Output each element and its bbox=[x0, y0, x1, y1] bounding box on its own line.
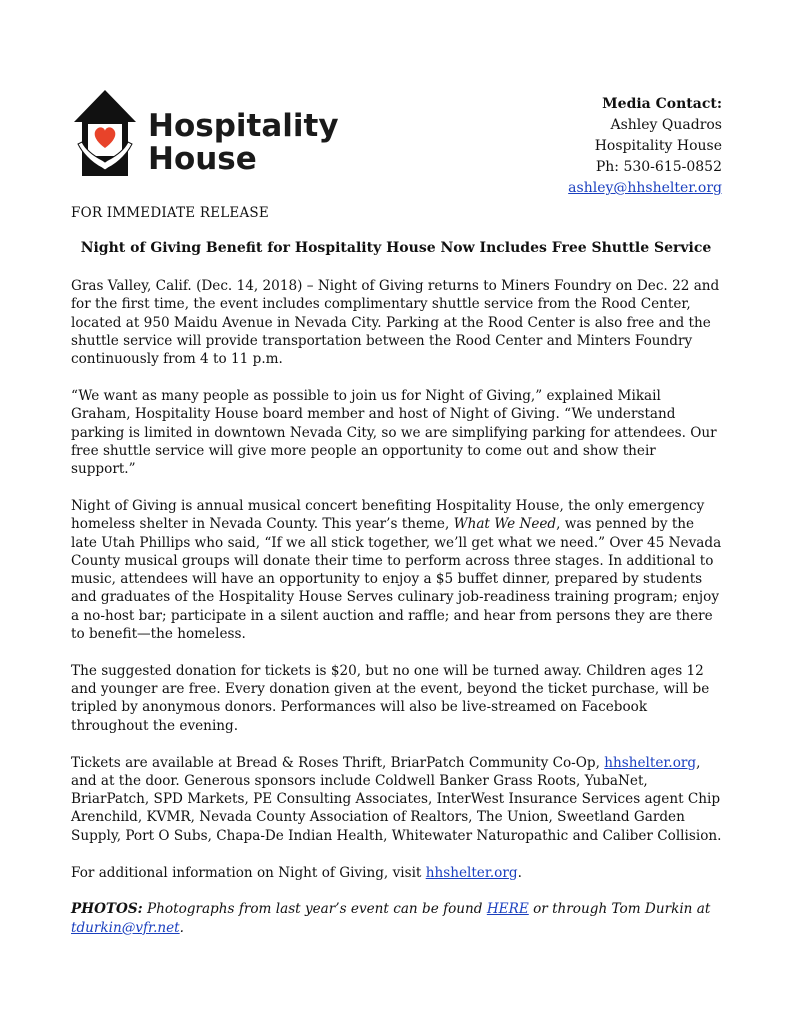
photos-email-link[interactable]: tdurkin@vfr.net bbox=[71, 919, 180, 936]
hhshelter-link[interactable]: hhshelter.org bbox=[604, 754, 697, 771]
photos-paragraph: PHOTOS: Photographs from last year’s event can be found HERE or through Tom Durkin at tdurkin@vfr.net. bbox=[71, 901, 711, 936]
logo-line2: House bbox=[148, 141, 257, 177]
paragraph-2: “We want as many people as possible to join us for Night of Giving,” explained Mikail Graham, Hospitality House board member and host of Night of Giving. “We understand parking is limited in downtown Nevada City, so we are simplifying parking for attendees. Our free shuttle service will give more people an opportunity to come out and show their support.” bbox=[71, 387, 717, 478]
paragraph-4: The suggested donation for tickets is $20, but no one will be turned away. Children ages 12 and younger are free. Every donation given at the event, beyond the ticket purchase, will be tripled by anonymous donors. Performances will also be live-streamed on Facebook throughout the evening. bbox=[71, 662, 710, 734]
paragraph-5: Tickets are available at Bread & Roses Thrift, BriarPatch Community Co-Op, hhshelter.org, and at the door. Generous sponsors include Coldwell Banker Grass Roots, YubaNet, BriarPatch, SPD Markets, PE Consulting Associates, InterWest Insurance Services agent Chip Arenchild, KVMR, Nevada County Association of Realtors, The Union, Sweetland Garden Supply, Port O Subs, Chapa-De Indian Health, Whitewater Naturopathic and Caliber Collision. bbox=[71, 754, 722, 844]
paragraph-1: Gras Valley, Calif. (Dec. 14, 2018) – Night of Giving returns to Miners Foundry on Dec. 22 and for the first time, the event includes complimentary shuttle service from the Rood Center, located at 950 Maidu Avenue in Nevada City. Parking at the Rood Center is also free and the shuttle service will provide transportation between the Rood Center and Minters Foundry continuously from 4 to 11 p.m. bbox=[71, 278, 720, 368]
logo-wordmark bbox=[148, 110, 339, 176]
contact-label: Media Contact: bbox=[602, 96, 722, 112]
release-line: FOR IMMEDIATE RELEASE bbox=[71, 205, 269, 221]
media-contact bbox=[568, 94, 722, 199]
contact-org: Hospitality House bbox=[594, 138, 722, 154]
paragraph-3: Night of Giving is annual musical concert benefiting Hospitality House, the only emergency homeless shelter in Nevada County. This year’s theme, What We Need, was penned by the late Utah Phillips who said, “If we all stick together, we’ll get what we need.” Over 45 Nevada County musical groups will donate their time to perform across three stages. In additional to music, attendees will have an opportunity to enjoy a $5 buffet dinner, prepared by students and graduates of the Hospitality House Serves culinary job-readiness training program; enjoy a no-host bar; participate in a silent auction and raffle; and hear from persons they are there to benefit—the homeless. bbox=[71, 497, 722, 643]
paragraph-6: For additional information on Night of Giving, visit hhshelter.org. bbox=[71, 864, 522, 881]
contact-name: Ashley Quadros bbox=[610, 117, 722, 133]
contact-phone: Ph: 530-615-0852 bbox=[595, 159, 722, 175]
body-text bbox=[71, 277, 723, 955]
logo-line1: Hospitality bbox=[148, 108, 339, 144]
theme-title: What We Need bbox=[453, 516, 557, 533]
headline: Night of Giving Benefit for Hospitality House Now Includes Free Shuttle Service bbox=[80, 240, 712, 256]
hhshelter-link-2[interactable]: hhshelter.org bbox=[425, 864, 518, 881]
contact-email-link[interactable]: ashley@hhshelter.org bbox=[568, 180, 722, 196]
photos-here-link[interactable]: HERE bbox=[486, 901, 529, 918]
photos-label: PHOTOS: bbox=[71, 901, 143, 918]
